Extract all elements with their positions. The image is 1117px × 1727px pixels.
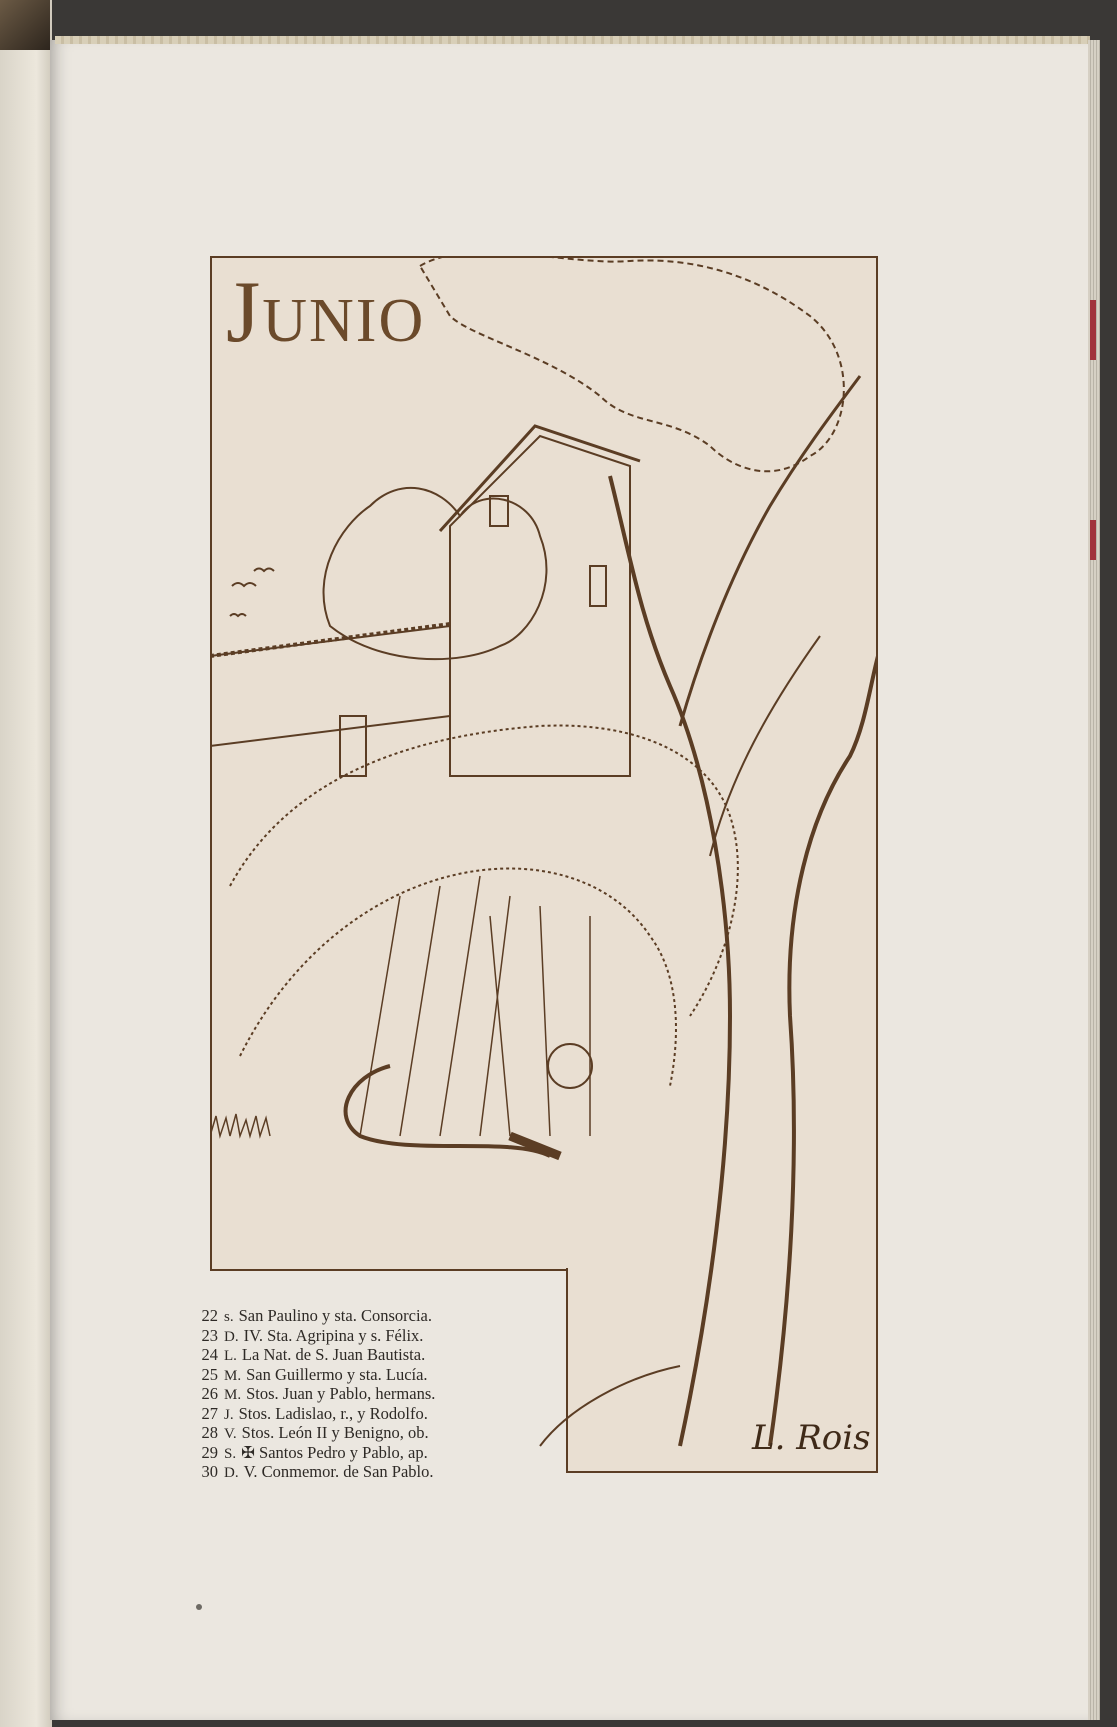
bookmark-tab	[1090, 300, 1096, 360]
weekday: V.	[224, 1426, 237, 1442]
bird	[232, 583, 256, 586]
background-tree	[324, 488, 547, 659]
saint-name: La Nat. de S. Juan Bautista.	[241, 1345, 426, 1364]
calendar-day	[196, 1365, 526, 1385]
tree-branch	[710, 636, 820, 856]
page-stack-edge	[1088, 40, 1100, 1720]
jug	[548, 1044, 592, 1088]
bird	[230, 614, 246, 616]
weekday: s.	[224, 1309, 234, 1325]
calendar-day	[196, 1423, 526, 1443]
bird	[254, 569, 274, 572]
saint-name: Stos. Ladislao, r., y Rodolfo.	[238, 1403, 428, 1423]
low-wall	[210, 626, 450, 746]
day-number: 26	[201, 1384, 218, 1403]
day-number: 30	[201, 1462, 218, 1481]
saint-name: San Guillermo y sta. Lucía.	[246, 1364, 428, 1384]
day-number: 24	[201, 1345, 218, 1364]
weekday: D.	[224, 1328, 239, 1345]
calendar-day	[196, 1326, 526, 1346]
grass	[210, 1114, 270, 1136]
day-number: 29	[201, 1442, 218, 1462]
tree-trunk	[610, 476, 730, 1446]
calendar-day	[196, 1345, 526, 1365]
page-top-edge	[55, 36, 1090, 44]
wheat-sheaf	[360, 876, 510, 1136]
calendar-day	[196, 1443, 526, 1463]
weekday: M.	[224, 1387, 242, 1403]
tree-trunk	[770, 656, 878, 1446]
tree-branch	[680, 376, 860, 726]
low-wall-roof	[210, 624, 450, 656]
weekday: D.	[224, 1465, 239, 1481]
month-title: Junio	[226, 264, 426, 361]
weekday: S.	[224, 1445, 237, 1462]
saint-name: Stos. León II y Benigno, ob.	[241, 1423, 429, 1442]
artist-signature: L. Rois	[752, 1418, 871, 1458]
saint-name: ✠ Santos Pedro y Pablo, ap.	[241, 1442, 428, 1462]
day-number: 25	[201, 1364, 218, 1384]
calendar-day	[196, 1404, 526, 1424]
binding-corner	[0, 0, 50, 50]
saint-name: V. Conmemor. de San Pablo.	[243, 1462, 434, 1481]
ground-path	[540, 1366, 680, 1446]
tree-foliage	[420, 256, 844, 471]
saint-name: San Paulino y sta. Consorcia.	[238, 1306, 432, 1325]
calendar-day	[196, 1384, 526, 1404]
saints-day-list	[196, 1306, 526, 1482]
wheat-sheaf	[240, 869, 676, 1087]
book-spine	[0, 0, 52, 1727]
day-number: 28	[201, 1423, 218, 1442]
calendar-day	[196, 1306, 526, 1326]
day-number: 27	[201, 1403, 218, 1423]
weekday: L.	[224, 1348, 237, 1364]
print-speck	[196, 1604, 202, 1610]
saint-name: Stos. Juan y Pablo, hermans.	[246, 1384, 436, 1403]
calendar-day	[196, 1462, 526, 1482]
weekday: M.	[224, 1367, 242, 1384]
house-window	[590, 566, 606, 606]
landscape-illustration	[210, 256, 878, 1473]
saint-name: IV. Sta. Agripina y s. Félix.	[243, 1325, 424, 1345]
day-number: 22	[201, 1306, 218, 1325]
weekday: J.	[224, 1406, 234, 1423]
bookmark-tab	[1090, 520, 1096, 560]
day-number: 23	[201, 1325, 218, 1345]
